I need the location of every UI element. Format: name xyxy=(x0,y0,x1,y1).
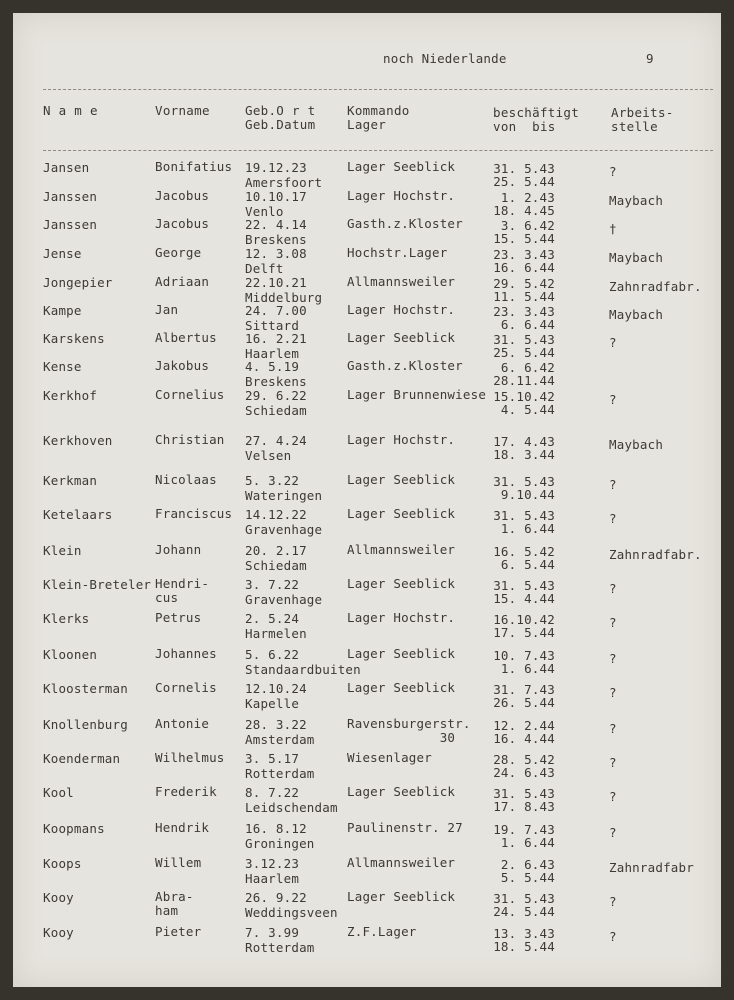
record-birth-date: 5. 6.22 xyxy=(245,647,300,662)
record-birth-date: 22.10.21 xyxy=(245,275,307,290)
record-birth-place: Wateringen xyxy=(245,488,323,503)
record-birth-place: Delft xyxy=(245,261,284,276)
record-camp: Lager Hochstr. xyxy=(347,302,456,317)
record-first-name: Jakobus xyxy=(155,358,210,373)
record-employed-to: 24. 6.43 xyxy=(493,765,555,780)
record-surname: Knollenburg xyxy=(43,717,128,732)
record-camp: Lager Seeblick xyxy=(347,646,456,661)
record-row xyxy=(13,751,721,785)
record-first-name: Bonifatius xyxy=(155,159,233,174)
record-first-name: Hendri- cus xyxy=(155,576,210,605)
record-employed-to: 26. 5.44 xyxy=(493,695,555,710)
record-surname: Jansen xyxy=(43,160,90,175)
record-employed-to: 11. 5.44 xyxy=(493,289,555,304)
record-employed-to: 25. 5.44 xyxy=(493,174,555,189)
record-first-name: Christian xyxy=(155,432,225,447)
record-first-name: Antonie xyxy=(155,716,210,731)
record-workplace: ? xyxy=(609,685,617,700)
header-kommando: Kommando Lager xyxy=(347,103,410,132)
record-employed-from: 31. 5.43 xyxy=(493,508,555,523)
record-first-name: George xyxy=(155,245,202,260)
record-surname: Kloonen xyxy=(43,647,98,662)
record-surname: Kerkhof xyxy=(43,388,98,403)
record-row xyxy=(13,856,721,890)
record-surname: Karskens xyxy=(43,331,105,346)
record-birth-date: 10.10.17 xyxy=(245,189,307,204)
record-employed-from: 28. 5.42 xyxy=(493,752,555,767)
record-surname: Koops xyxy=(43,856,82,871)
record-row xyxy=(13,473,721,507)
record-birth-date: 3. 7.22 xyxy=(245,577,300,592)
record-employed-to: 6. 5.44 xyxy=(500,557,555,572)
record-employed-to: 18. 3.44 xyxy=(493,447,555,462)
record-employed-to: 17. 8.43 xyxy=(493,799,555,814)
record-employed-to: 1. 6.44 xyxy=(500,835,555,850)
record-birth-date: 29. 6.22 xyxy=(245,388,307,403)
record-first-name: Cornelis xyxy=(155,680,217,695)
record-camp: Lager Seeblick xyxy=(347,506,456,521)
record-workplace: Maybach xyxy=(609,193,664,208)
record-surname: Janssen xyxy=(43,189,98,204)
record-employed-to: 4. 5.44 xyxy=(500,402,555,417)
record-birth-date: 8. 7.22 xyxy=(245,785,300,800)
record-row xyxy=(13,611,721,645)
record-workplace: ? xyxy=(609,615,617,630)
record-birth-date: 22. 4.14 xyxy=(245,217,307,232)
record-camp: Lager Seeblick xyxy=(347,159,456,174)
record-first-name: Frederik xyxy=(155,784,217,799)
document-page xyxy=(13,13,721,987)
record-row xyxy=(13,821,721,855)
record-employed-from: 31. 5.43 xyxy=(493,161,555,176)
record-row xyxy=(13,647,721,681)
record-surname: Ketelaars xyxy=(43,507,113,522)
record-birth-date: 16. 2.21 xyxy=(245,331,307,346)
record-camp: Allmannsweiler xyxy=(347,274,456,289)
record-birth-date: 12. 3.08 xyxy=(245,246,307,261)
header-top-rule xyxy=(43,89,713,90)
record-birth-place: Amersfoort xyxy=(245,175,323,190)
record-employed-from: 13. 3.43 xyxy=(493,926,555,941)
record-surname: Kerkhoven xyxy=(43,433,113,448)
record-surname: Kloosterman xyxy=(43,681,128,696)
record-birth-place: Rotterdam xyxy=(245,766,315,781)
record-surname: Klein-Breteler xyxy=(43,577,152,592)
header-vorname: Vorname xyxy=(155,103,210,118)
record-employed-to: 6. 6.44 xyxy=(500,317,555,332)
record-employed-from: 16.10.42 xyxy=(493,612,555,627)
record-employed-from: 23. 3.43 xyxy=(493,247,555,262)
record-first-name: Johann xyxy=(155,542,202,557)
record-birth-place: Harmelen xyxy=(245,626,307,641)
record-workplace: † xyxy=(609,221,617,236)
record-surname: Kense xyxy=(43,359,82,374)
record-surname: Kool xyxy=(43,785,74,800)
record-birth-place: Breskens xyxy=(245,374,307,389)
page-number: 9 xyxy=(646,51,654,66)
record-row xyxy=(13,507,721,541)
record-first-name: Albertus xyxy=(155,330,217,345)
record-workplace: ? xyxy=(609,335,617,350)
record-first-name: Jacobus xyxy=(155,188,210,203)
record-workplace: Zahnradfabr. xyxy=(609,279,702,294)
record-birth-date: 3.12.23 xyxy=(245,856,300,871)
record-workplace: ? xyxy=(609,392,617,407)
record-camp: Lager Hochstr. xyxy=(347,610,456,625)
record-birth-place: Rotterdam xyxy=(245,940,315,955)
record-birth-place: Haarlem xyxy=(245,871,300,886)
record-workplace: ? xyxy=(609,651,617,666)
record-employed-from: 12. 2.44 xyxy=(493,718,555,733)
record-first-name: Nicolaas xyxy=(155,472,217,487)
record-camp: Lager Brunnenwiese xyxy=(347,387,487,402)
record-employed-from: 31. 5.43 xyxy=(493,578,555,593)
record-birth-place: Schiedam xyxy=(245,558,307,573)
record-row xyxy=(13,681,721,715)
record-workplace: ? xyxy=(609,721,617,736)
record-surname: Kooy xyxy=(43,890,74,905)
record-row xyxy=(13,543,721,577)
record-birth-place: Weddingsveen xyxy=(245,905,338,920)
record-camp: Allmannsweiler xyxy=(347,855,456,870)
record-employed-from: 31. 5.43 xyxy=(493,474,555,489)
record-row xyxy=(13,433,721,467)
record-workplace: ? xyxy=(609,894,617,909)
record-birth-place: Gravenhage xyxy=(245,522,323,537)
record-birth-date: 27. 4.24 xyxy=(245,433,307,448)
record-camp: Gasth.z.Kloster xyxy=(347,216,463,231)
record-camp: Lager Hochstr. xyxy=(347,188,456,203)
record-birth-place: Standaardbuiten xyxy=(245,662,361,677)
record-birth-date: 12.10.24 xyxy=(245,681,307,696)
record-employed-to: 15. 4.44 xyxy=(493,591,555,606)
record-first-name: Jan xyxy=(155,302,179,317)
record-employed-from: 3. 6.42 xyxy=(500,218,555,233)
record-first-name: Adriaan xyxy=(155,274,210,289)
record-camp: Allmannsweiler xyxy=(347,542,456,557)
record-employed-to: 28.11.44 xyxy=(493,373,555,388)
record-employed-from: 29. 5.42 xyxy=(493,276,555,291)
record-birth-date: 28. 3.22 xyxy=(245,717,307,732)
record-workplace: Maybach xyxy=(609,250,664,265)
record-workplace: ? xyxy=(609,825,617,840)
record-employed-to: 24. 5.44 xyxy=(493,904,555,919)
record-employed-to: 1. 6.44 xyxy=(500,661,555,676)
record-camp: Lager Seeblick xyxy=(347,330,456,345)
record-employed-to: 18. 5.44 xyxy=(493,939,555,954)
section-title: noch Niederlande xyxy=(383,51,507,66)
record-employed-from: 1. 2.43 xyxy=(500,190,555,205)
record-surname: Klerks xyxy=(43,611,90,626)
header-geb: Geb.O r t Geb.Datum xyxy=(245,103,316,132)
record-workplace: ? xyxy=(609,511,617,526)
record-surname: Kerkman xyxy=(43,473,98,488)
record-workplace: Maybach xyxy=(609,307,664,322)
header-name: N a m e xyxy=(43,103,98,118)
record-employed-from: 31. 7.43 xyxy=(493,682,555,697)
record-birth-place: Middelburg xyxy=(245,290,323,305)
record-birth-place: Velsen xyxy=(245,448,292,463)
record-first-name: Willem xyxy=(155,855,202,870)
record-workplace: ? xyxy=(609,164,617,179)
record-birth-place: Gravenhage xyxy=(245,592,323,607)
record-surname: Koopmans xyxy=(43,821,105,836)
record-birth-date: 7. 3.99 xyxy=(245,925,300,940)
record-birth-date: 3. 5.17 xyxy=(245,751,300,766)
record-birth-date: 24. 7.00 xyxy=(245,303,307,318)
header-bottom-rule xyxy=(43,150,713,151)
record-employed-from: 2. 6.43 xyxy=(500,857,555,872)
record-employed-to: 16. 6.44 xyxy=(493,260,555,275)
record-birth-place: Schiedam xyxy=(245,403,307,418)
record-employed-from: 31. 5.43 xyxy=(493,786,555,801)
record-workplace: Maybach xyxy=(609,437,664,452)
record-birth-date: 2. 5.24 xyxy=(245,611,300,626)
record-first-name: Wilhelmus xyxy=(155,750,225,765)
record-employed-to: 25. 5.44 xyxy=(493,345,555,360)
record-row xyxy=(13,890,721,924)
record-first-name: Pieter xyxy=(155,924,202,939)
record-employed-from: 6. 6.42 xyxy=(500,360,555,375)
record-camp: Ravensburgerstr. 30 xyxy=(347,716,471,745)
record-camp: Paulinenstr. 27 xyxy=(347,820,463,835)
record-birth-place: Groningen xyxy=(245,836,315,851)
record-birth-date: 4. 5.19 xyxy=(245,359,300,374)
record-surname: Kampe xyxy=(43,303,82,318)
record-first-name: Abra- ham xyxy=(155,889,194,918)
record-birth-place: Venlo xyxy=(245,204,284,219)
record-camp: Lager Seeblick xyxy=(347,889,456,904)
record-workplace: ? xyxy=(609,929,617,944)
record-workplace: ? xyxy=(609,581,617,596)
record-camp: Lager Seeblick xyxy=(347,784,456,799)
record-employed-from: 23. 3.43 xyxy=(493,304,555,319)
header-beschaeftigt: beschäftigt von bis xyxy=(493,105,580,134)
record-camp: Lager Hochstr. xyxy=(347,432,456,447)
record-surname: Kooy xyxy=(43,925,74,940)
record-employed-to: 18. 4.45 xyxy=(493,203,555,218)
record-surname: Jense xyxy=(43,246,82,261)
record-row xyxy=(13,388,721,422)
record-employed-from: 31. 5.43 xyxy=(493,332,555,347)
record-birth-place: Sittard xyxy=(245,318,300,333)
record-first-name: Jacobus xyxy=(155,216,210,231)
record-workplace: ? xyxy=(609,477,617,492)
record-birth-place: Haarlem xyxy=(245,346,300,361)
record-employed-from: 31. 5.43 xyxy=(493,891,555,906)
record-birth-place: Leidschendam xyxy=(245,800,338,815)
record-employed-from: 10. 7.43 xyxy=(493,648,555,663)
record-workplace: Zahnradfabr. xyxy=(609,547,702,562)
record-camp: Gasth.z.Kloster xyxy=(347,358,463,373)
record-first-name: Franciscus xyxy=(155,506,233,521)
record-row xyxy=(13,785,721,819)
record-workplace: ? xyxy=(609,755,617,770)
record-camp: Lager Seeblick xyxy=(347,680,456,695)
record-birth-place: Amsterdam xyxy=(245,732,315,747)
record-surname: Koenderman xyxy=(43,751,121,766)
record-employed-to: 5. 5.44 xyxy=(500,870,555,885)
record-employed-from: 17. 4.43 xyxy=(493,434,555,449)
record-birth-date: 19.12.23 xyxy=(245,160,307,175)
record-row xyxy=(13,925,721,959)
record-employed-to: 9.10.44 xyxy=(500,487,555,502)
record-birth-place: Kapelle xyxy=(245,696,300,711)
record-birth-date: 14.12.22 xyxy=(245,507,307,522)
record-employed-to: 17. 5.44 xyxy=(493,625,555,640)
record-first-name: Johannes xyxy=(155,646,217,661)
record-employed-to: 1. 6.44 xyxy=(500,521,555,536)
record-camp: Z.F.Lager xyxy=(347,924,417,939)
record-first-name: Petrus xyxy=(155,610,202,625)
record-birth-place: Breskens xyxy=(245,232,307,247)
record-camp: Hochstr.Lager xyxy=(347,245,448,260)
record-surname: Janssen xyxy=(43,217,98,232)
header-arbeitsstelle: Arbeits- stelle xyxy=(611,105,674,134)
record-workplace: ? xyxy=(609,789,617,804)
record-employed-from: 19. 7.43 xyxy=(493,822,555,837)
record-first-name: Cornelius xyxy=(155,387,225,402)
record-camp: Wiesenlager xyxy=(347,750,432,765)
record-employed-to: 15. 5.44 xyxy=(493,231,555,246)
record-row xyxy=(13,577,721,611)
record-workplace: Zahnradfabr xyxy=(609,860,694,875)
record-first-name: Hendrik xyxy=(155,820,210,835)
record-employed-from: 16. 5.42 xyxy=(493,544,555,559)
record-employed-from: 15.10.42 xyxy=(493,389,555,404)
record-birth-date: 16. 8.12 xyxy=(245,821,307,836)
record-surname: Jongepier xyxy=(43,275,113,290)
record-camp: Lager Seeblick xyxy=(347,472,456,487)
record-birth-date: 20. 2.17 xyxy=(245,543,307,558)
record-surname: Klein xyxy=(43,543,82,558)
record-birth-date: 5. 3.22 xyxy=(245,473,300,488)
record-birth-date: 26. 9.22 xyxy=(245,890,307,905)
record-row xyxy=(13,717,721,751)
record-camp: Lager Seeblick xyxy=(347,576,456,591)
record-employed-to: 16. 4.44 xyxy=(493,731,555,746)
